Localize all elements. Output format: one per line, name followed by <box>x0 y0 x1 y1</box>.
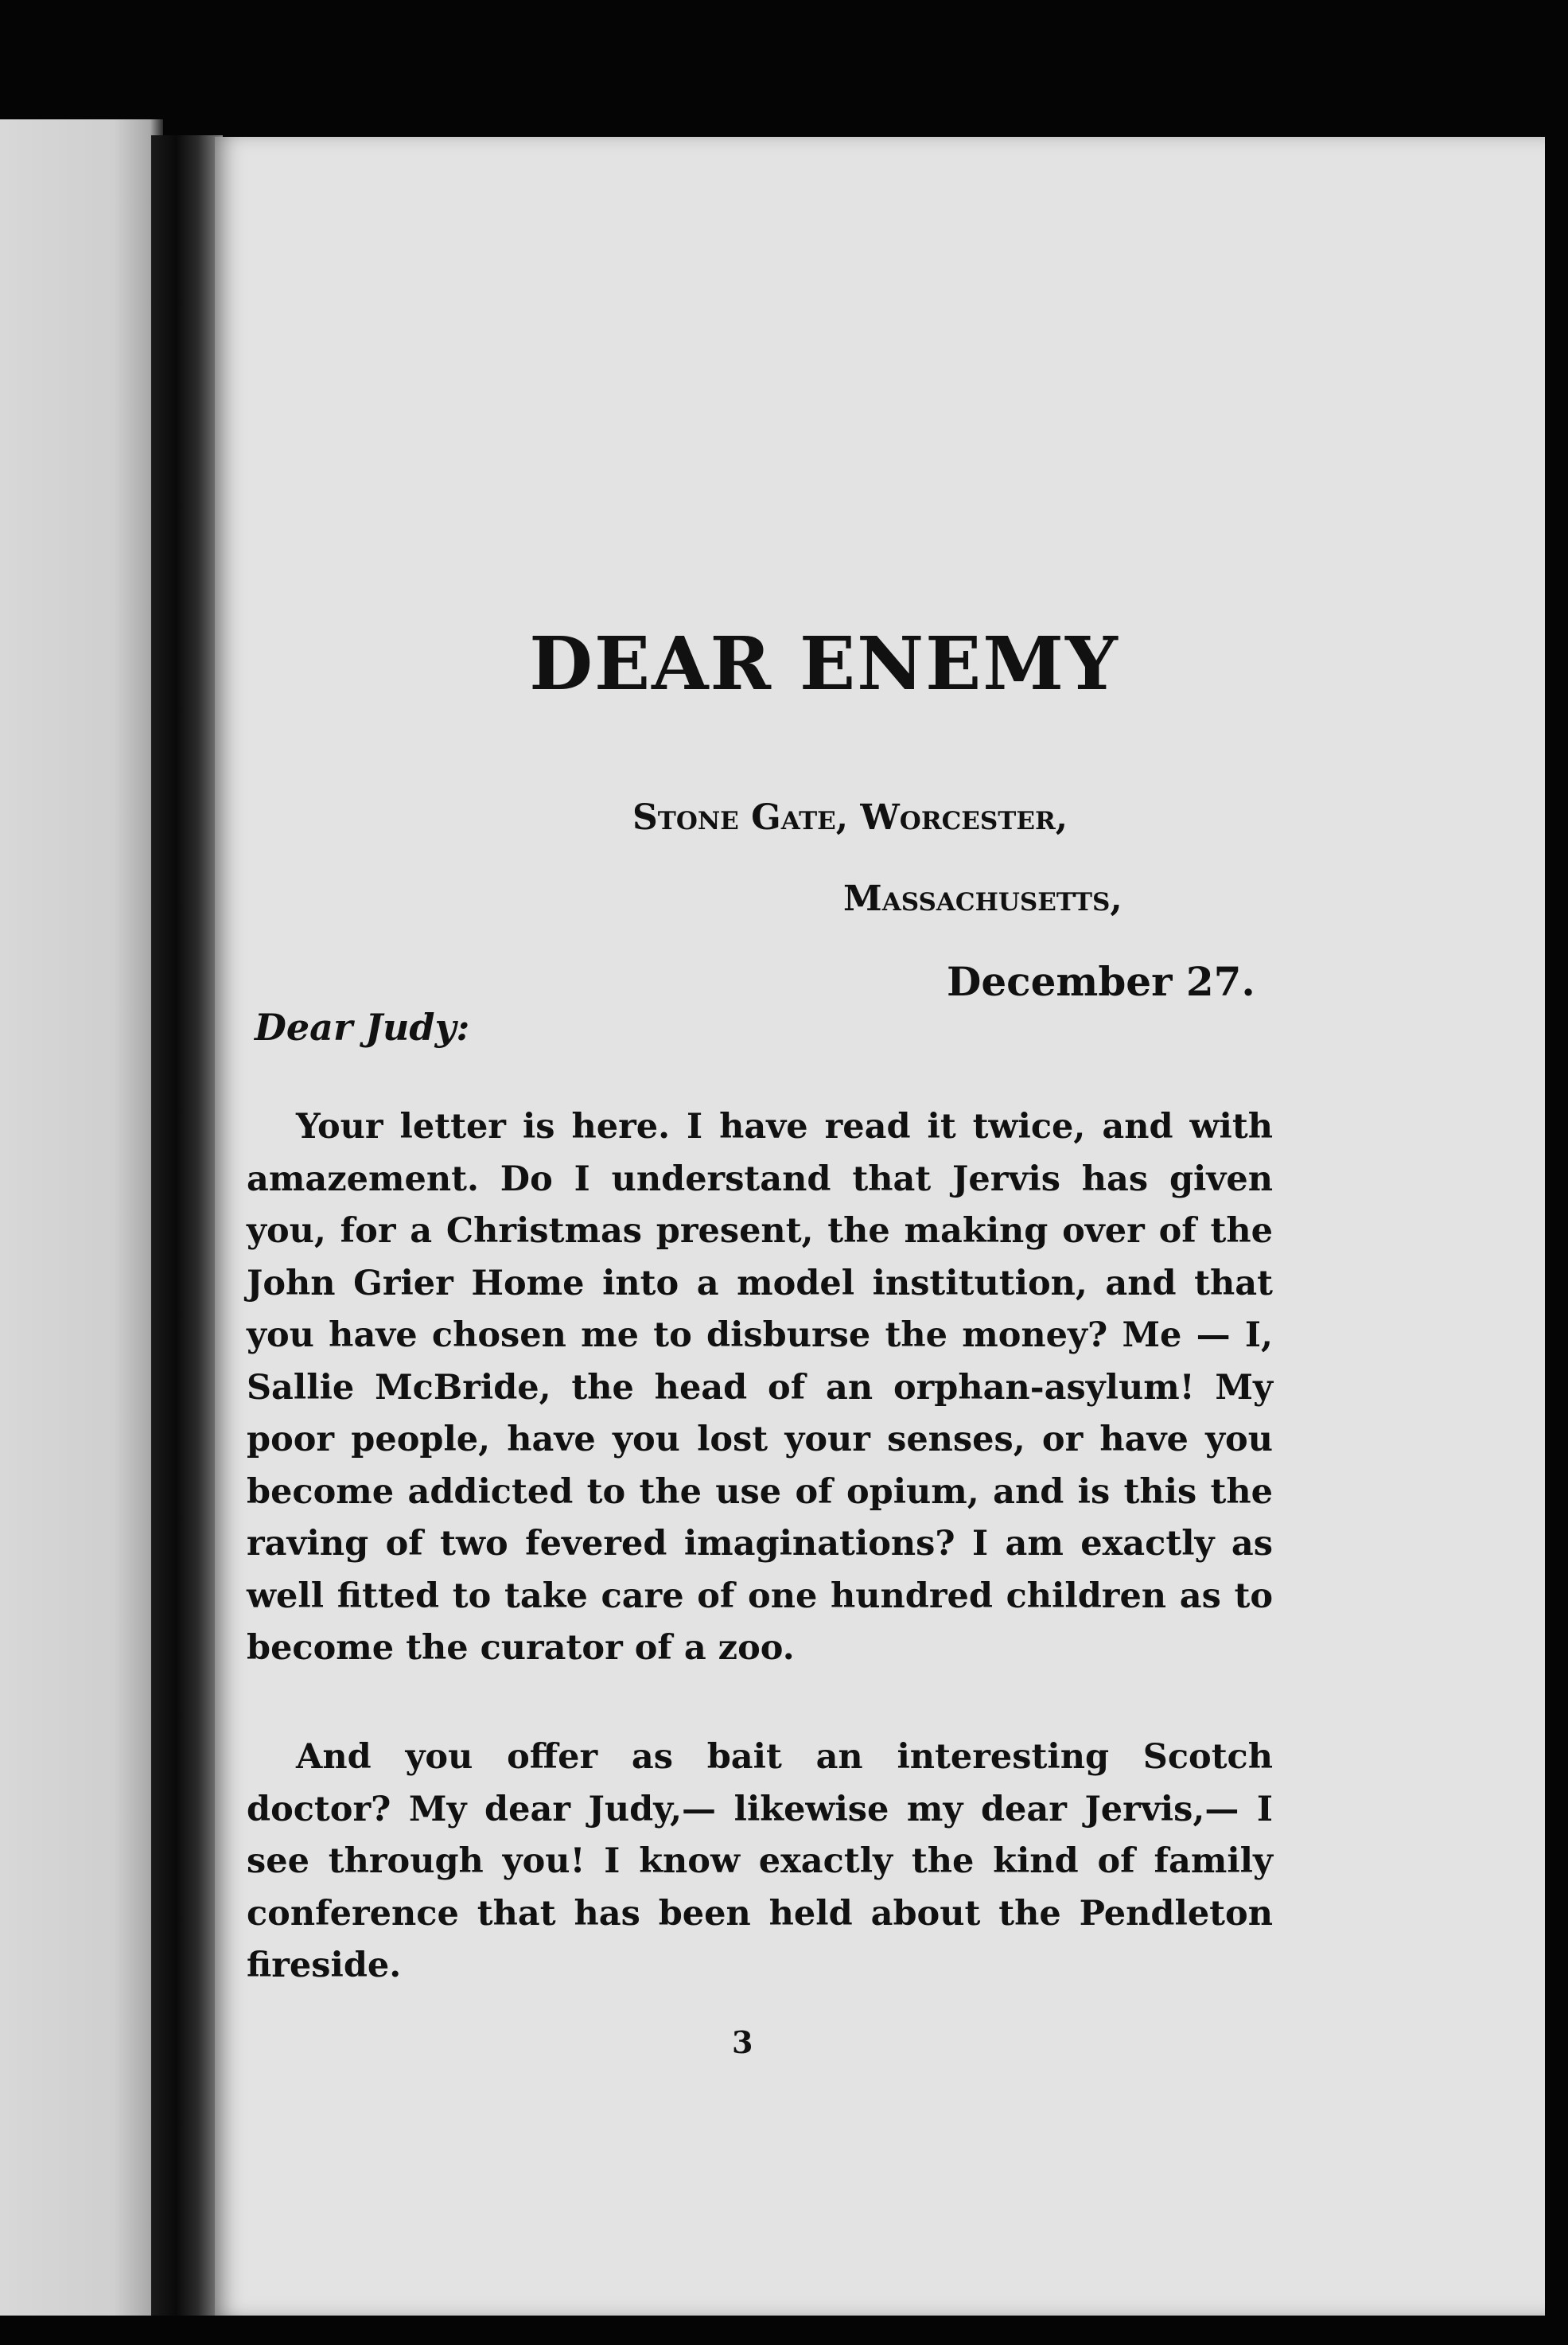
chapter-title: DEAR ENEMY <box>529 621 1119 707</box>
letter-paragraph: Your letter is here. I have read it twice, and with amazement. Do I understand that Jervis has given you, for a Christmas present, the making over of the John Grier Home into a model institution, and that you have chosen me to disburse the money? Me — I, Sallie McBride, the head of an orphan-asylum! My poor people, have you lost your senses, or have you become addicted to the use of opium, and is this the raving of two fevered imaginations? I am exactly as well fitted to take care of one hundred children as to become the curator of a zoo. <box>247 1107 1273 1668</box>
book-page <box>215 137 1545 2316</box>
left-facing-page-edge <box>0 119 163 2316</box>
letter-salutation: Dear Judy: <box>255 1006 470 1049</box>
letter-paragraph: And you offer as bait an interesting Scotch doctor? My dear Judy,— likewise my dear Jervis,— I see through you! I know exactly the kind of family conference that has been held about the Pendleton fireside. <box>247 1737 1273 1985</box>
letter-date: December 27. <box>947 958 1255 1005</box>
letter-address-line-2: Massachusetts, <box>843 878 1123 919</box>
page-number: 3 <box>732 2024 753 2060</box>
letter-address-line-1: Stone Gate, Worcester, <box>632 797 1068 838</box>
book-gutter-shadow <box>151 135 223 2316</box>
